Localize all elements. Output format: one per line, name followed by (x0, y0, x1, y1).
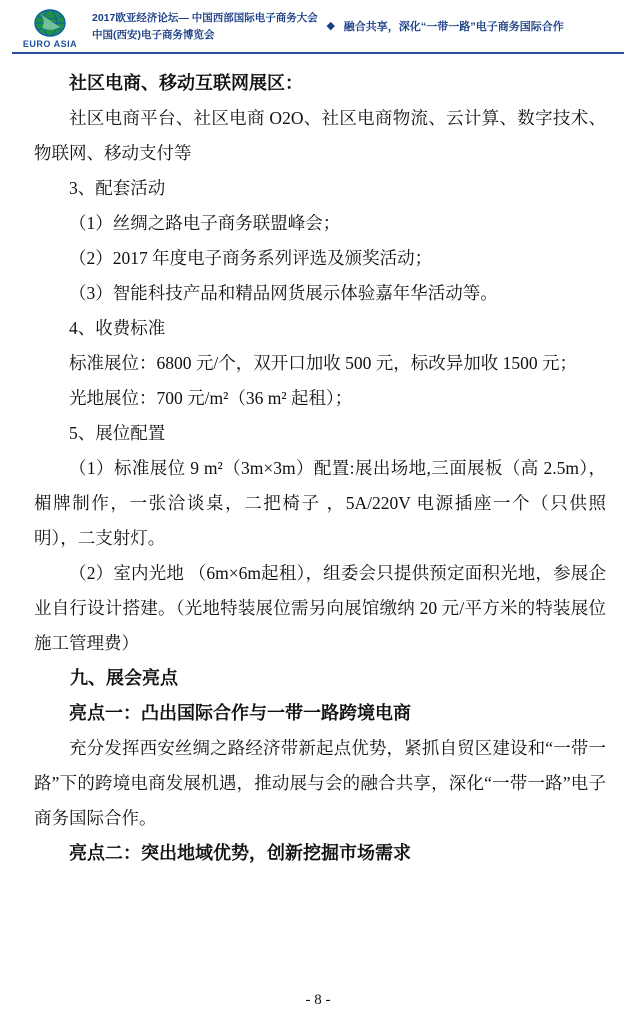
zone-description: 社区电商平台、社区电商 O2O、社区电商物流、云计算、数字技术、物联网、移动支付等 (34, 108, 606, 163)
item3-sub2: （2）2017 年度电子商务系列评选及颁奖活动； (69, 248, 433, 268)
highlight2-title: 亮点二：突出地域优势，创新挖掘市场需求 (69, 843, 411, 863)
item4-title: 4、收费标准 (69, 318, 166, 338)
header-slogan: 融合共享，深化“一带一路”电子商务国际合作 (343, 21, 564, 33)
highlight1-body: 充分发挥西安丝绸之路经济带新起点优势，紧抓自贸区建设和“一带一路”下的跨境电商发展机遇，推动展与会的融合共享，深化“一带一路”电子商务国际合作。 (34, 738, 606, 828)
section9-title: 九、展会亮点 (70, 668, 178, 688)
page-header (0, 0, 636, 58)
zone-heading: 社区电商、移动互联网展区： (69, 73, 303, 93)
page-number: - 8 - (305, 992, 331, 1008)
item3-sub3: （3）智能科技产品和精品网货展示体验嘉年华活动等。 (69, 283, 498, 303)
item5-sub2: （2）室内光地 （6m×6m起租），组委会只提供预定面积光地，参展企业自行设计搭建。（光地特装展位需另向展馆缴纳 20 元/平方米的特装展位施工管理费） (34, 563, 606, 653)
logo (12, 6, 88, 49)
item5-title: 5、展位配置 (69, 423, 166, 443)
highlight1-title: 亮点一：凸出国际合作与一带一路跨境电商 (69, 703, 411, 723)
header-event-title-line2: 中国(西安)电子商务博览会 (92, 29, 215, 41)
logo-text: EURO ASIA (22, 39, 78, 49)
item3-title: 3、配套活动 (69, 178, 166, 198)
document-body (0, 58, 636, 871)
header-divider (12, 52, 624, 54)
item4-paragraph2: 光地展位：700 元/m²（36 m² 起租）； (69, 388, 353, 408)
item3-sub1: （1）丝绸之路电子商务联盟峰会； (69, 213, 341, 233)
globe-icon (30, 8, 70, 38)
header-event-title-line1: 2017欧亚经济论坛— 中国西部国际电子商务大会 (92, 12, 318, 24)
header-event-title (88, 6, 318, 44)
item5-sub1: （1）标准展位 9 m²（3m×3m）配置:展出场地,三面展板（高 2.5m），楣牌制作，一张洽谈桌，二把椅子 ，5A/220V 电源插座一个（只供照明），二支射灯。 (34, 458, 606, 548)
header-separator-icon: ◆ (326, 20, 336, 32)
item4-paragraph1: 标准展位：6800 元/个，双开口加收 500 元，标改异加收 1500 元； (69, 353, 577, 373)
